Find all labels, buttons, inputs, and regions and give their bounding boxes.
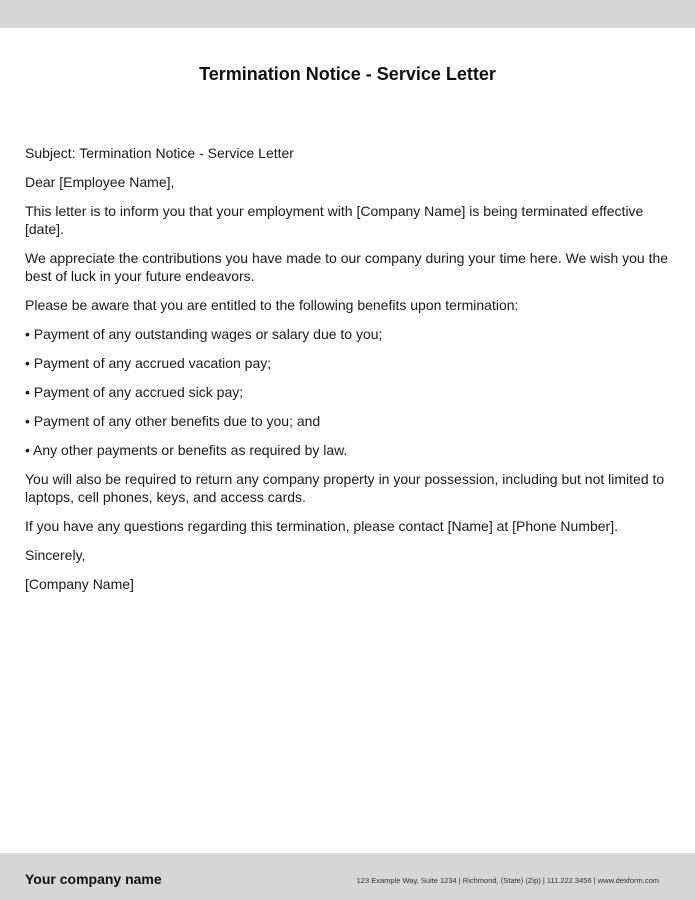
footer-company-name: Your company name bbox=[25, 871, 162, 887]
paragraph-property-return: You will also be required to return any company property in your possession, including but not limited to laptops, cell phones, keys, and access cards. bbox=[25, 471, 665, 505]
closing: Sincerely, bbox=[25, 547, 86, 563]
benefit-item: • Payment of any accrued sick pay; bbox=[25, 384, 244, 400]
paragraph-benefits-intro: Please be aware that you are entitled to the following benefits upon termination: bbox=[25, 297, 519, 313]
benefit-item: • Payment of any other benefits due to you; and bbox=[25, 413, 321, 429]
subject-line: Subject: Termination Notice - Service Letter bbox=[25, 145, 294, 161]
document-title: Termination Notice - Service Letter bbox=[199, 64, 496, 84]
footer-address: 123 Example Way, Suite 1234 | Richmond, (State) (Zip) | 111.222.3456 | www.dexform.com bbox=[356, 876, 659, 885]
benefit-item: • Payment of any accrued vacation pay; bbox=[25, 355, 272, 371]
salutation: Dear [Employee Name], bbox=[25, 174, 175, 190]
header-bar bbox=[0, 0, 695, 28]
benefit-item: • Any other payments or benefits as required by law. bbox=[25, 442, 348, 458]
paragraph-appreciation: We appreciate the contributions you have made to our company during your time here. We wish you the best of luck in your future endeavors. bbox=[25, 250, 669, 284]
signature-company: [Company Name] bbox=[25, 576, 134, 592]
footer-bar bbox=[0, 853, 695, 900]
paragraph-contact: If you have any questions regarding this termination, please contact [Name] at [Phone Number]. bbox=[25, 518, 618, 534]
paragraph-intro: This letter is to inform you that your employment with [Company Name] is being terminated effective [date]. bbox=[25, 203, 644, 237]
letter-body bbox=[25, 144, 675, 604]
benefit-item: • Payment of any outstanding wages or salary due to you; bbox=[25, 326, 383, 342]
